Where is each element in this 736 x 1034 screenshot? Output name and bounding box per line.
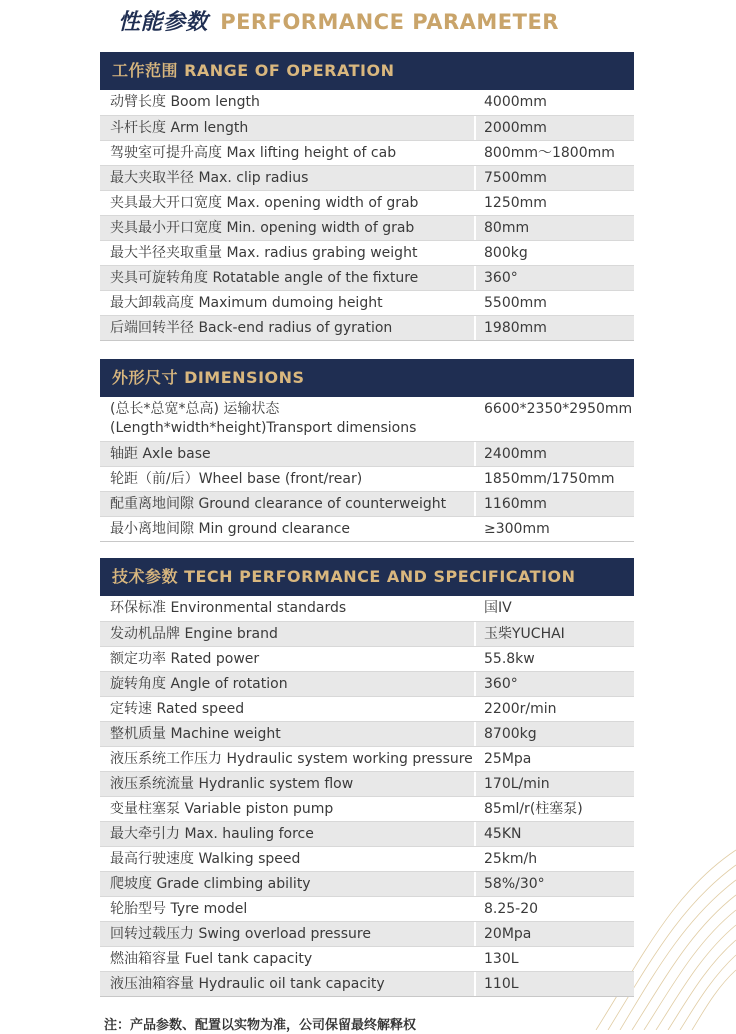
table-row — [100, 215, 634, 240]
table-row — [100, 696, 634, 721]
table-row — [100, 265, 634, 290]
row-value: 8.25-20 — [484, 901, 539, 917]
section-tech-performance — [100, 558, 634, 997]
row-value: 360° — [484, 270, 518, 286]
row-label: 环保标准 Environmental standards — [100, 596, 476, 621]
footnote: 注：产品参数、配置以实物为准，公司保留最终解释权 — [104, 1018, 417, 1033]
table-row — [100, 846, 634, 871]
row-value: 360° — [484, 676, 518, 692]
row-label: 液压系统流量 Hydranlic system flow — [100, 772, 476, 796]
table-row — [100, 646, 634, 671]
table-row — [100, 896, 634, 921]
row-label: 夹具最大开口宽度 Max. opening width of grab — [100, 191, 476, 215]
row-value: 4000mm — [484, 94, 547, 110]
table-row — [100, 721, 634, 746]
table-row — [100, 771, 634, 796]
row-label: 后端回转半径 Back-end radius of gyration — [100, 316, 476, 340]
row-value: 7500mm — [484, 170, 547, 186]
row-value: 2200r/min — [484, 701, 557, 717]
row-label: 液压系统工作压力 Hydraulic system working pressure — [100, 747, 476, 771]
row-label: 发动机品牌 Engine brand — [100, 622, 476, 646]
table-row — [100, 397, 634, 441]
row-value: 85ml/r(柱塞泵) — [484, 801, 583, 817]
section-dimensions — [100, 359, 634, 542]
row-value: 55.8kw — [484, 651, 535, 667]
page-title-en: PERFORMANCE PARAMETER — [220, 10, 559, 34]
table-row — [100, 140, 634, 165]
row-value: 1980mm — [484, 320, 547, 336]
table-row — [100, 746, 634, 771]
row-value: 130L — [484, 951, 519, 967]
row-label: 变量柱塞泵 Variable piston pump — [100, 797, 476, 821]
row-label-line2: (Length*width*height)Transport dimensions — [110, 420, 417, 436]
row-label: 轮距（前/后）Wheel base (front/rear) — [100, 467, 476, 491]
row-label: 配重离地间隙 Ground clearance of counterweight — [100, 492, 476, 516]
row-label: 轮胎型号 Tyre model — [100, 897, 476, 921]
table-row — [100, 921, 634, 946]
row-value: ≥300mm — [484, 521, 550, 537]
row-label: 最大牵引力 Max. hauling force — [100, 822, 476, 846]
row-label — [100, 397, 476, 441]
row-label: 最大夹取半径 Max. clip radius — [100, 166, 476, 190]
row-label-line1: (总长*总宽*总高) 运输状态 — [110, 401, 280, 417]
row-label: 旋转角度 Angle of rotation — [100, 672, 476, 696]
table-row — [100, 821, 634, 846]
row-label: 夹具最小开口宽度 Min. opening width of grab — [100, 216, 476, 240]
row-value: 800mm～1800mm — [484, 145, 615, 161]
row-value: 6600*2350*2950mm — [484, 401, 633, 417]
table-row — [100, 90, 634, 115]
row-label: 回转过载压力 Swing overload pressure — [100, 922, 476, 946]
row-label: 定转速 Rated speed — [100, 697, 476, 721]
row-value: 8700kg — [484, 726, 537, 742]
row-label: 液压油箱容量 Hydraulic oil tank capacity — [100, 972, 476, 996]
row-label: 驾驶室可提升高度 Max lifting height of cab — [100, 141, 476, 165]
table-row — [100, 466, 634, 491]
section-header: 外形尺寸 DIMENSIONS — [100, 359, 634, 397]
table-row — [100, 115, 634, 140]
page-title-cn: 性能参数 — [118, 10, 209, 35]
row-label: 斗杆长度 Arm length — [100, 116, 476, 140]
row-value: 25Mpa — [484, 751, 532, 767]
row-label: 最高行驶速度 Walking speed — [100, 847, 476, 871]
row-label: 轴距 Axle base — [100, 442, 476, 466]
row-value: 1850mm/1750mm — [484, 471, 615, 487]
page-title — [118, 6, 559, 38]
table-row — [100, 671, 634, 696]
row-value: 1250mm — [484, 195, 547, 211]
table-row — [100, 516, 634, 541]
row-label: 夹具可旋转角度 Rotatable angle of the fixture — [100, 266, 476, 290]
spec-table — [100, 397, 634, 542]
table-row — [100, 190, 634, 215]
table-row — [100, 491, 634, 516]
row-label: 整机质量 Machine weight — [100, 722, 476, 746]
row-label: 额定功率 Rated power — [100, 647, 476, 671]
table-row — [100, 796, 634, 821]
table-row — [100, 596, 634, 621]
row-value: 800kg — [484, 245, 528, 261]
table-row — [100, 621, 634, 646]
row-label: 爬坡度 Grade climbing ability — [100, 872, 476, 896]
row-label: 最小离地间隙 Min ground clearance — [100, 517, 476, 541]
table-row — [100, 871, 634, 896]
row-value: 25km/h — [484, 851, 538, 867]
row-value: 玉柴YUCHAI — [484, 626, 565, 642]
table-row — [100, 165, 634, 190]
row-label: 最大半径夹取重量 Max. radius grabing weight — [100, 241, 476, 265]
table-row — [100, 971, 634, 996]
row-value: 5500mm — [484, 295, 547, 311]
spec-table — [100, 596, 634, 997]
row-label: 燃油箱容量 Fuel tank capacity — [100, 947, 476, 971]
table-row — [100, 946, 634, 971]
row-value: 80mm — [484, 220, 530, 236]
row-value: 58%/30° — [484, 876, 545, 892]
row-value: 110L — [484, 976, 519, 992]
row-value: 国IV — [484, 600, 512, 616]
table-row — [100, 240, 634, 265]
row-value: 45KN — [484, 826, 522, 842]
section-header: 技术参数 TECH PERFORMANCE AND SPECIFICATION — [100, 558, 634, 596]
row-label: 最大卸载高度 Maximum dumoing height — [100, 291, 476, 315]
section-header: 工作范围 RANGE OF OPERATION — [100, 52, 634, 90]
table-row — [100, 441, 634, 466]
row-value: 20Mpa — [484, 926, 532, 942]
table-row — [100, 290, 634, 315]
row-value: 170L/min — [484, 776, 550, 792]
spec-table — [100, 90, 634, 341]
row-value: 1160mm — [484, 496, 547, 512]
row-value: 2000mm — [484, 120, 547, 136]
row-label: 动臂长度 Boom length — [100, 90, 476, 115]
row-value: 2400mm — [484, 446, 547, 462]
section-range-of-operation — [100, 52, 634, 341]
table-row — [100, 315, 634, 340]
